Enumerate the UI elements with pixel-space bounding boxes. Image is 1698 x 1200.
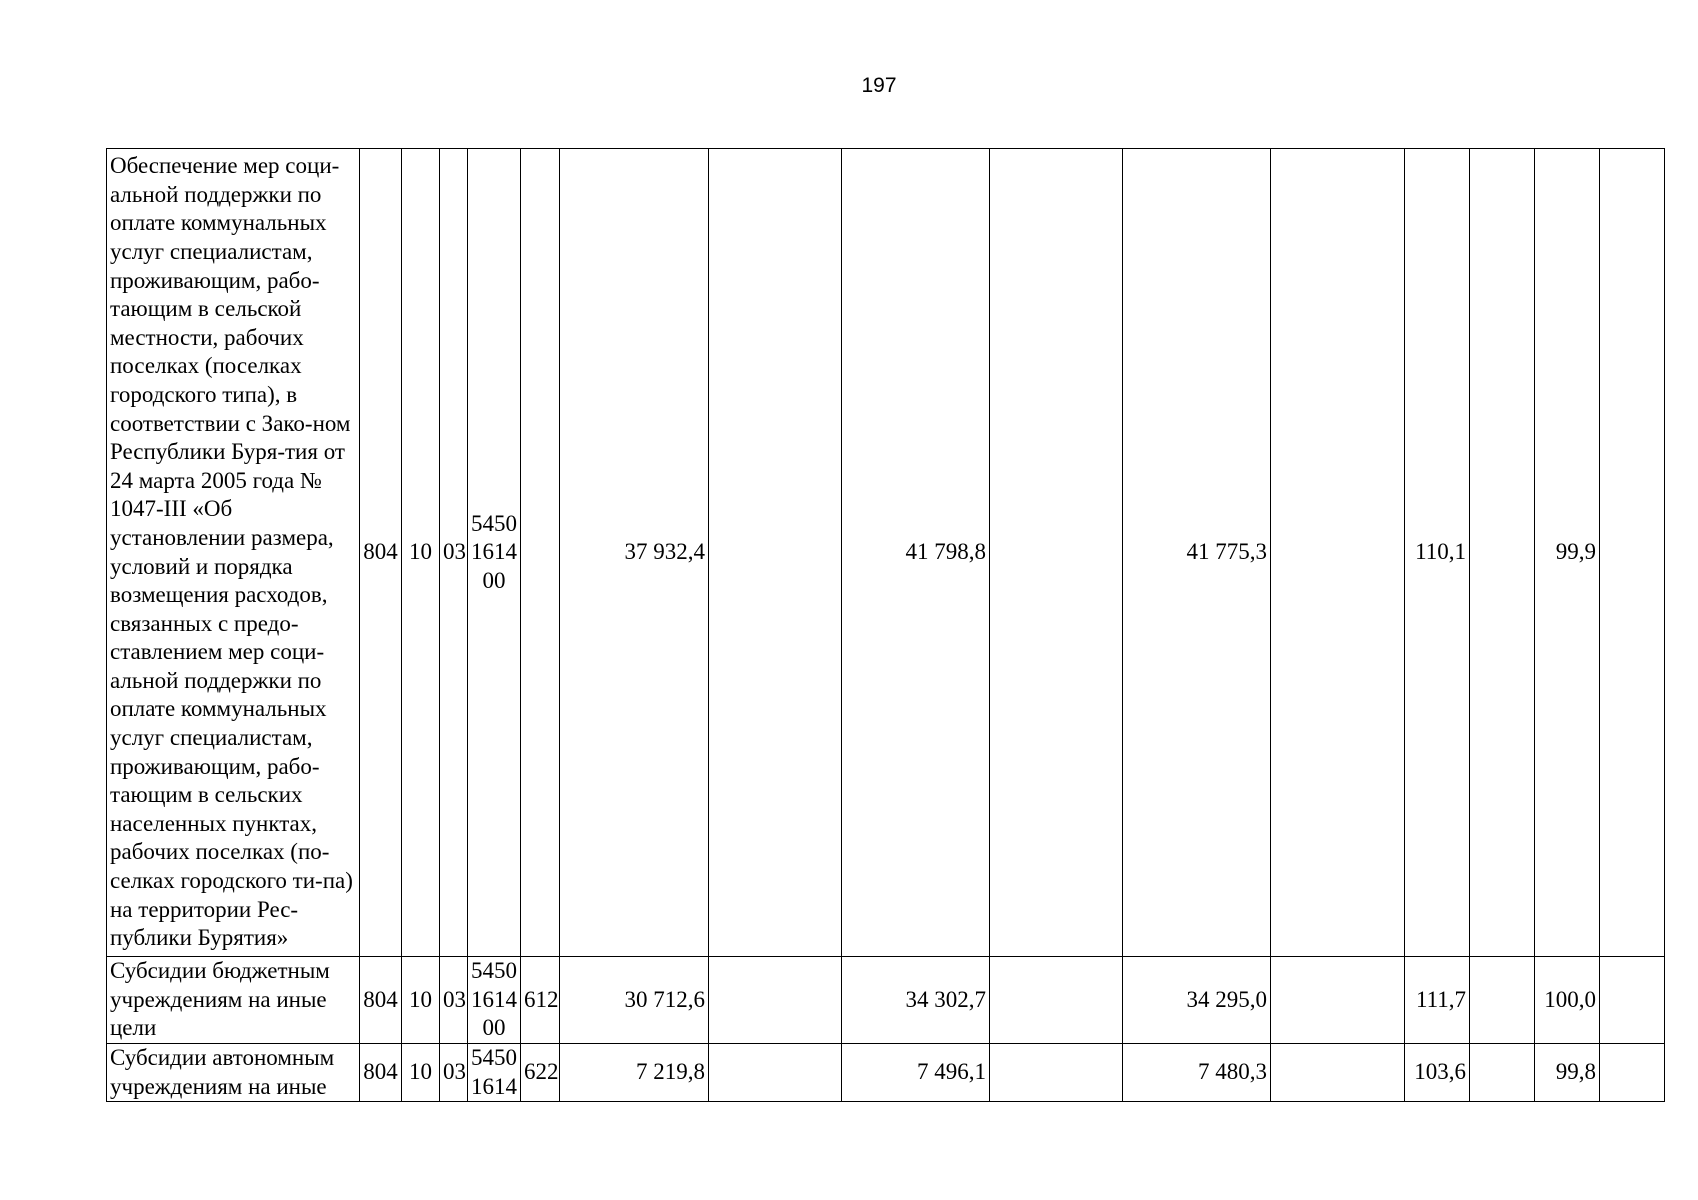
target-article-text: 5450161400 — [471, 510, 517, 593]
amount-cell: 41 775,3 — [1123, 149, 1271, 957]
expense-type-code — [521, 149, 560, 957]
empty-cell — [1271, 1044, 1405, 1102]
section-code: 10 — [402, 957, 440, 1044]
amount-cell: 30 712,6 — [560, 957, 709, 1044]
percent-cell: 103,6 — [1405, 1044, 1470, 1102]
subsection-code: 03 — [440, 1044, 468, 1102]
ministry-code: 804 — [360, 957, 402, 1044]
page-number: 197 — [861, 74, 897, 97]
amount-cell: 34 302,7 — [842, 957, 990, 1044]
subsection-code: 03 — [440, 149, 468, 957]
empty-cell — [1470, 149, 1535, 957]
percent-cell: 111,7 — [1405, 957, 1470, 1044]
amount-cell: 7 496,1 — [842, 1044, 990, 1102]
empty-cell — [709, 1044, 842, 1102]
target-article-code — [468, 149, 521, 957]
section-code: 10 — [402, 1044, 440, 1102]
percent-cell: 110,1 — [1405, 149, 1470, 957]
empty-cell — [1600, 957, 1665, 1044]
amount-cell: 7 219,8 — [560, 1044, 709, 1102]
percent-cell: 100,0 — [1535, 957, 1600, 1044]
amount-cell: 41 798,8 — [842, 149, 990, 957]
budget-table — [106, 148, 1665, 1102]
target-article-code — [468, 957, 521, 1044]
empty-cell — [1470, 957, 1535, 1044]
subsection-code: 03 — [440, 957, 468, 1044]
table-row — [107, 149, 1665, 957]
amount-cell: 34 295,0 — [1123, 957, 1271, 1044]
empty-cell — [709, 149, 842, 957]
empty-cell — [1600, 1044, 1665, 1102]
empty-cell — [709, 957, 842, 1044]
amount-cell: 37 932,4 — [560, 149, 709, 957]
table-row — [107, 957, 1665, 1044]
row-name: Субсидии автономным учреждениям на иные — [107, 1044, 360, 1102]
empty-cell — [1271, 149, 1405, 957]
table-row — [107, 1044, 1665, 1102]
expense-type-code: 622 — [521, 1044, 560, 1102]
ministry-code: 804 — [360, 149, 402, 957]
target-article-code — [468, 1044, 521, 1102]
percent-cell: 99,8 — [1535, 1044, 1600, 1102]
target-article-text: 54501614 — [471, 1045, 517, 1099]
empty-cell — [990, 149, 1123, 957]
empty-cell — [990, 1044, 1123, 1102]
empty-cell — [1470, 1044, 1535, 1102]
empty-cell — [1271, 957, 1405, 1044]
empty-cell — [990, 957, 1123, 1044]
expense-type-code: 612 — [521, 957, 560, 1044]
amount-cell: 7 480,3 — [1123, 1044, 1271, 1102]
empty-cell — [1600, 149, 1665, 957]
row-name: Субсидии бюджетным учреждениям на иные цели — [107, 957, 360, 1044]
target-article-text: 5450161400 — [471, 958, 517, 1041]
ministry-code: 804 — [360, 1044, 402, 1102]
row-name: Обеспечение мер соци-альной поддержки по оплате коммунальных услуг специалистам, проживающим, рабо-тающим в сельской местности, рабочих поселках (поселках городского типа), в соответствии с Зако-ном Республики Буря-тия от 24 марта 2005 года № 1047-III «Об установлении размера, условий и порядка возмещения расходов, связанных с предо-ставлением мер соци-альной поддержки по оплате коммунальных услуг специалистам, проживающим, рабо-тающим в сельских населенных пунктах, рабочих поселках (по-селках городского ти-па) на территории Рес-публики Бурятия» — [107, 149, 360, 957]
percent-cell: 99,9 — [1535, 149, 1600, 957]
section-code: 10 — [402, 149, 440, 957]
